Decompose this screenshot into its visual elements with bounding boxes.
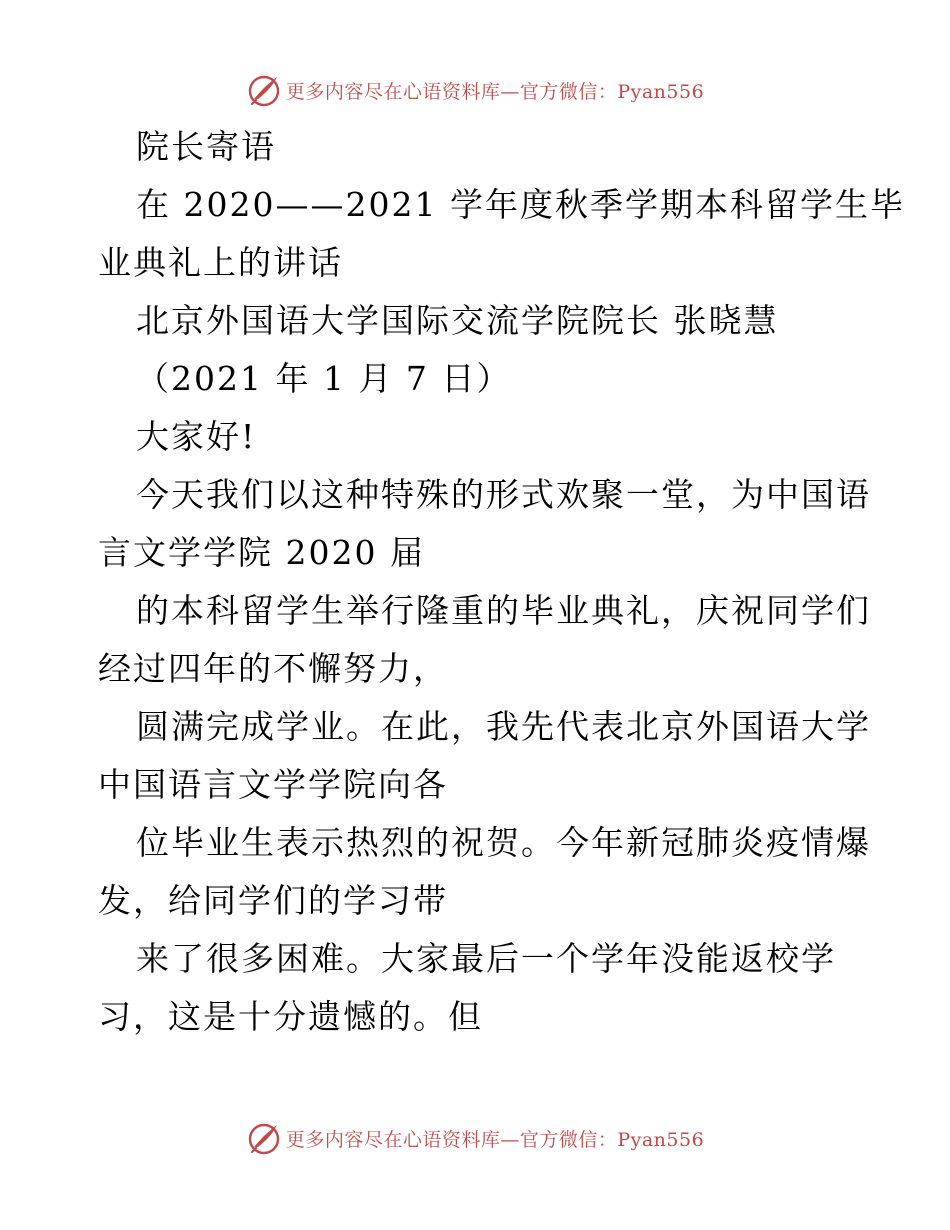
watermark-text: 更多内容尽在心语资料库—官方微信：Pyan556 — [285, 80, 705, 103]
paragraph-line: 今天我们以这种特殊的形式欢聚一堂，为中国语 — [136, 475, 871, 514]
paragraph-line: 发，给同学们的学习带 — [98, 881, 448, 920]
watermark — [246, 72, 704, 108]
quill-logo-icon — [246, 72, 282, 108]
section-title: 院长寄语 — [136, 127, 276, 166]
speech-title-line-2: 业典礼上的讲话 — [98, 243, 343, 282]
paragraph-line: 的本科留学生举行隆重的毕业典礼，庆祝同学们 — [136, 591, 871, 630]
speech-title-line-1: 在 2020——2021 学年度秋季学期本科留学生毕 — [136, 185, 905, 224]
paragraph-line: 言文学学院 2020 届 — [98, 533, 425, 572]
paragraph-line: 圆满完成学业。在此，我先代表北京外国语大学 — [136, 707, 871, 746]
greeting-line: 大家好! — [136, 417, 257, 456]
paragraph-line: 中国语言文学学院向各 — [98, 765, 448, 804]
page-footer-watermark — [0, 1118, 950, 1158]
date-line: （2021 年 1 月 7 日） — [136, 359, 512, 398]
paragraph-line: 来了很多困难。大家最后一个学年没能返校学 — [136, 939, 836, 978]
watermark-text: 更多内容尽在心语资料库—官方微信：Pyan556 — [285, 1128, 705, 1151]
quill-logo-icon — [246, 1120, 282, 1156]
paragraph-line: 经过四年的不懈努力， — [98, 649, 448, 688]
speaker-line: 北京外国语大学国际交流学院院长 张晓慧 — [136, 301, 779, 340]
paragraph-line: 位毕业生表示热烈的祝贺。今年新冠肺炎疫情爆 — [136, 823, 871, 862]
page-header-watermark — [0, 70, 950, 110]
watermark — [246, 1120, 704, 1156]
paragraph-line: 习，这是十分遗憾的。但 — [98, 997, 483, 1036]
document-body — [98, 124, 905, 1040]
